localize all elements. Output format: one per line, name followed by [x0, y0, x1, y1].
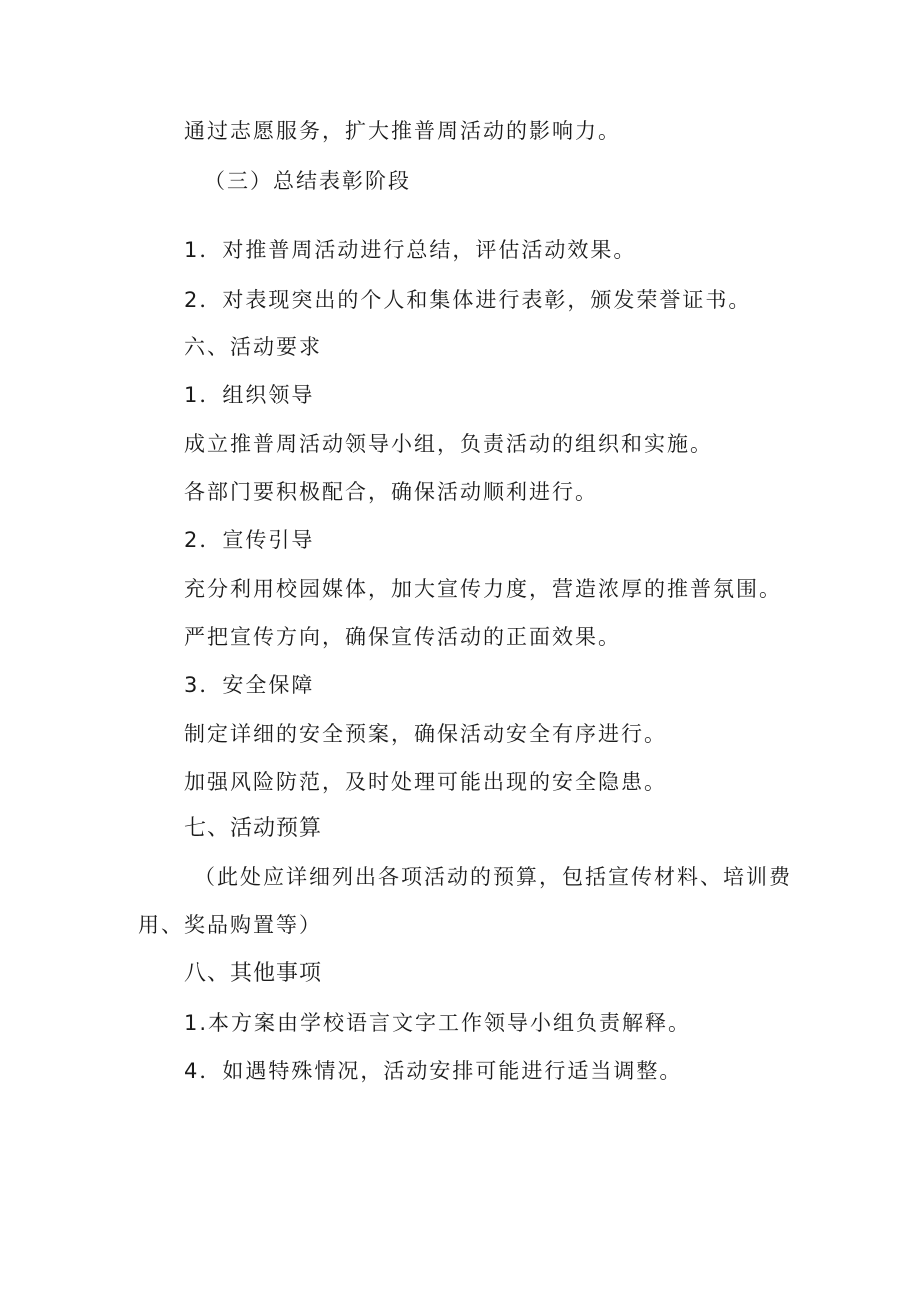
paragraph-campus-media: 充分利用校园媒体，加大宣传力度，营造浓厚的推普氛围。 — [184, 577, 782, 601]
list-item-adjustment: 4．如遇特殊情况，活动安排可能进行适当调整。 — [184, 1059, 683, 1083]
subheading-publicity: 2．宣传引导 — [184, 528, 315, 552]
paragraph-budget-note-line1: （此处应详细列出各项活动的预算，包括宣传材料、培训费 — [194, 865, 792, 889]
list-item-interpretation: 1.本方案由学校语言文字工作领导小组负责解释。 — [184, 1011, 692, 1035]
subheading-summary-stage: （三）总结表彰阶段 — [204, 169, 411, 193]
section-heading-requirements: 六、活动要求 — [184, 335, 322, 359]
paragraph-safety-plan: 制定详细的安全预案，确保活动安全有序进行。 — [184, 722, 667, 746]
paragraph-leadership-group: 成立推普周活动领导小组，负责活动的组织和实施。 — [184, 432, 713, 456]
paragraph-risk-prevention: 加强风险防范，及时处理可能出现的安全隐患。 — [184, 770, 667, 794]
paragraph-departments: 各部门要积极配合，确保活动顺利进行。 — [184, 480, 598, 504]
subheading-safety: 3．安全保障 — [184, 673, 315, 697]
paragraph-budget-note-line2: 用、奖品购置等） — [138, 913, 322, 937]
paragraph-volunteer-service: 通过志愿服务，扩大推普周活动的影响力。 — [184, 119, 621, 143]
list-item-commendation: 2．对表现突出的个人和集体进行表彰，颁发荣誉证书。 — [184, 288, 752, 312]
paragraph-publicity-direction: 严把宣传方向，确保宣传活动的正面效果。 — [184, 625, 621, 649]
section-heading-other-matters: 八、其他事项 — [184, 961, 323, 986]
list-item-summary: 1．对推普周活动进行总结，评估活动效果。 — [184, 238, 637, 262]
section-heading-budget: 七、活动预算 — [184, 816, 323, 841]
subheading-organization: 1．组织领导 — [184, 383, 315, 407]
